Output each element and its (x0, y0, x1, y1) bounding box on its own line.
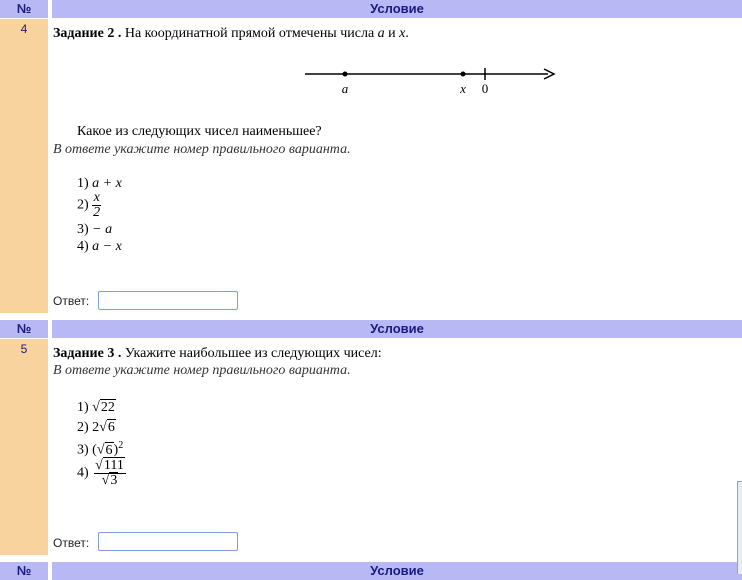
table-header (0, 562, 742, 580)
option-3: 3) − a (77, 222, 113, 237)
option-1: 1) a + x (77, 176, 122, 191)
answer-input[interactable] (98, 532, 238, 551)
task-statement: Задание 3 . Укажите наибольшее из следующих чисел: (53, 346, 382, 361)
option-2: 2) $\frac{x}{2}$ (77, 190, 101, 220)
task-title: Задание 2 . (53, 26, 122, 41)
task-question: Какое из следующих чисел наименьшее? (77, 124, 322, 139)
answer-input[interactable] (98, 291, 238, 310)
option-4: 4) $\frac{√111}{√3}$ (77, 458, 124, 488)
answer-label: Ответ: (53, 536, 90, 550)
column-header-condition: Условие (52, 562, 742, 580)
task-statement: Задание 2 . На координатной прямой отмечены числа a и x. (53, 26, 409, 41)
label-a: a (341, 81, 349, 96)
task-note: В ответе укажите номер правильного варианта. (53, 142, 351, 157)
column-header-condition: Условие (52, 0, 742, 18)
option-1: 1) √22 (77, 400, 115, 415)
column-header-num: № (0, 320, 48, 338)
task-number-cell: 5 (0, 339, 48, 555)
number-line (300, 62, 560, 98)
option-2: 2) 2√6 (77, 420, 115, 435)
column-header-num: № (0, 562, 48, 580)
task-note: В ответе укажите номер правильного варианта. (53, 363, 351, 378)
task-title: Задание 3 . (53, 346, 122, 361)
table-header (0, 320, 742, 338)
label-x: x (460, 81, 466, 96)
label-zero: 0 (481, 81, 489, 96)
answer-label: Ответ: (53, 294, 90, 308)
table-header (0, 0, 742, 18)
point-a (343, 72, 348, 77)
point-x (461, 72, 466, 77)
column-header-num: № (0, 0, 48, 18)
side-panel-edge (737, 481, 742, 574)
option-4: 4) a − x (77, 239, 122, 254)
column-header-condition: Условие (52, 320, 742, 338)
option-3: 3) $(√6)^2$ (77, 440, 124, 458)
task-number-cell: 4 (0, 19, 48, 313)
